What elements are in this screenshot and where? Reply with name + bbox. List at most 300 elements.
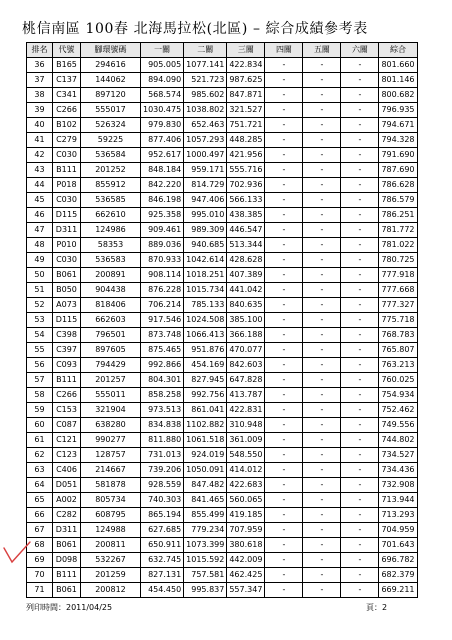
column-header: 四關 (265, 43, 303, 58)
table-cell: - (303, 178, 341, 193)
table-cell: 566.133 (227, 193, 265, 208)
table-cell: 647.828 (227, 373, 265, 388)
table-cell: - (303, 208, 341, 223)
table-cell: 54 (27, 328, 53, 343)
table-row (27, 298, 418, 313)
table-cell: 57 (27, 373, 53, 388)
table-cell: - (341, 58, 379, 73)
table-cell: 696.782 (379, 553, 417, 568)
table-cell: 947.406 (184, 193, 227, 208)
table-row (27, 568, 418, 583)
table-cell: 787.690 (379, 163, 417, 178)
table-cell: 827.131 (141, 568, 184, 583)
table-row (27, 523, 418, 538)
table-cell: B111 (53, 568, 81, 583)
table-cell: 214667 (81, 463, 141, 478)
table-cell: 796.935 (379, 103, 417, 118)
table-row (27, 508, 418, 523)
table-cell: 58353 (81, 238, 141, 253)
table-cell: - (341, 583, 379, 598)
table-cell: 801.660 (379, 58, 417, 73)
table-cell: 50 (27, 268, 53, 283)
table-row (27, 283, 418, 298)
table-cell: 66 (27, 508, 53, 523)
table-cell: 1030.475 (141, 103, 184, 118)
table-cell: 662603 (81, 313, 141, 328)
table-cell: - (265, 448, 303, 463)
table-cell: 144062 (81, 73, 141, 88)
table-cell: 45 (27, 193, 53, 208)
table-cell: 794.671 (379, 118, 417, 133)
table-cell: 56 (27, 358, 53, 373)
table-cell: 53 (27, 313, 53, 328)
table-cell: 752.462 (379, 403, 417, 418)
table-cell: 64 (27, 478, 53, 493)
table-cell: - (265, 283, 303, 298)
table-cell: 1066.413 (184, 328, 227, 343)
table-cell: 310.948 (227, 418, 265, 433)
table-cell: - (303, 403, 341, 418)
table-cell: D115 (53, 313, 81, 328)
table-cell: - (341, 178, 379, 193)
table-cell: - (341, 103, 379, 118)
table-cell: 201257 (81, 373, 141, 388)
table-cell: B111 (53, 163, 81, 178)
table-cell: - (341, 193, 379, 208)
table-cell: P010 (53, 238, 81, 253)
table-cell: - (303, 193, 341, 208)
table-row (27, 448, 418, 463)
table-cell: - (303, 343, 341, 358)
table-row (27, 208, 418, 223)
table-cell: - (265, 538, 303, 553)
table-cell: 58 (27, 388, 53, 403)
table-cell: - (265, 88, 303, 103)
table-cell: - (265, 298, 303, 313)
table-cell: 1061.518 (184, 433, 227, 448)
table-cell: 632.745 (141, 553, 184, 568)
table-cell: - (303, 508, 341, 523)
table-row (27, 433, 418, 448)
table-cell: - (303, 463, 341, 478)
table-cell: C398 (53, 328, 81, 343)
table-cell: 63 (27, 463, 53, 478)
table-cell: 781.022 (379, 238, 417, 253)
table-row (27, 58, 418, 73)
table-cell: - (303, 118, 341, 133)
table-cell: 897120 (81, 88, 141, 103)
table-cell: - (303, 88, 341, 103)
column-header: 五關 (303, 43, 341, 58)
table-row (27, 388, 418, 403)
table-cell: 987.625 (227, 73, 265, 88)
table-cell: 1015.734 (184, 283, 227, 298)
table-cell: - (265, 313, 303, 328)
table-cell: 555017 (81, 103, 141, 118)
table-cell: C153 (53, 403, 81, 418)
table-cell: - (341, 373, 379, 388)
table-cell: - (303, 553, 341, 568)
table-cell: - (341, 208, 379, 223)
table-cell: - (265, 253, 303, 268)
table-cell: 42 (27, 148, 53, 163)
table-cell: 67 (27, 523, 53, 538)
table-cell: 763.213 (379, 358, 417, 373)
table-cell: 707.959 (227, 523, 265, 538)
table-cell: 536583 (81, 253, 141, 268)
table-cell: 61 (27, 433, 53, 448)
table-cell: 366.188 (227, 328, 265, 343)
table-cell: - (303, 358, 341, 373)
table-cell: 731.013 (141, 448, 184, 463)
table-cell: - (341, 223, 379, 238)
table-row (27, 73, 418, 88)
table-cell: - (303, 73, 341, 88)
table-cell: 846.198 (141, 193, 184, 208)
column-header: 代號 (53, 43, 81, 58)
header-row (27, 43, 418, 58)
table-cell: 442.009 (227, 553, 265, 568)
table-row (27, 313, 418, 328)
table-cell: D311 (53, 523, 81, 538)
table-cell: 1000.497 (184, 148, 227, 163)
table-cell: B061 (53, 538, 81, 553)
table-cell: 638280 (81, 418, 141, 433)
table-cell: - (303, 283, 341, 298)
table-cell: - (303, 253, 341, 268)
table-cell: - (265, 463, 303, 478)
table-cell: - (341, 283, 379, 298)
table-cell: 448.285 (227, 133, 265, 148)
table-cell: - (265, 553, 303, 568)
table-cell: 560.065 (227, 493, 265, 508)
table-cell: 70 (27, 568, 53, 583)
table-row (27, 583, 418, 598)
table-cell: C341 (53, 88, 81, 103)
table-cell: 1077.141 (184, 58, 227, 73)
table-cell: 990277 (81, 433, 141, 448)
table-cell: 848.184 (141, 163, 184, 178)
table-cell: - (265, 403, 303, 418)
table-cell: 421.956 (227, 148, 265, 163)
column-header: 綜合 (379, 43, 417, 58)
table-cell: - (265, 343, 303, 358)
table-cell: 422.831 (227, 403, 265, 418)
table-cell: D098 (53, 553, 81, 568)
table-cell: 804.301 (141, 373, 184, 388)
table-cell: 855912 (81, 178, 141, 193)
table-cell: 796501 (81, 328, 141, 343)
table-cell: - (341, 238, 379, 253)
table-row (27, 343, 418, 358)
table-cell: C266 (53, 388, 81, 403)
table-cell: - (341, 313, 379, 328)
table-cell: 989.309 (184, 223, 227, 238)
table-cell: - (303, 478, 341, 493)
table-cell: C137 (53, 73, 81, 88)
table-cell: - (265, 103, 303, 118)
table-cell: C406 (53, 463, 81, 478)
table-cell: - (303, 238, 341, 253)
table-cell: 1042.614 (184, 253, 227, 268)
table-cell: - (265, 433, 303, 448)
checkmark-icon (2, 540, 32, 566)
table-cell: 889.036 (141, 238, 184, 253)
table-cell: 925.358 (141, 208, 184, 223)
table-cell: 47 (27, 223, 53, 238)
table-cell: - (341, 478, 379, 493)
table-cell: - (303, 103, 341, 118)
table-cell: - (303, 373, 341, 388)
table-cell: D051 (53, 478, 81, 493)
column-header: 腳環號碼 (81, 43, 141, 58)
table-cell: 744.802 (379, 433, 417, 448)
table-cell: - (265, 493, 303, 508)
table-cell: 928.559 (141, 478, 184, 493)
table-cell: 777.327 (379, 298, 417, 313)
table-cell: B102 (53, 118, 81, 133)
table-cell: C093 (53, 358, 81, 373)
table-cell: 841.465 (184, 493, 227, 508)
table-cell: 751.721 (227, 118, 265, 133)
table-cell: C030 (53, 193, 81, 208)
table-cell: 834.838 (141, 418, 184, 433)
table-cell: 805734 (81, 493, 141, 508)
table-cell: A002 (53, 493, 81, 508)
table-cell: 627.685 (141, 523, 184, 538)
table-cell: B061 (53, 268, 81, 283)
table-cell: C030 (53, 148, 81, 163)
table-cell: 780.725 (379, 253, 417, 268)
table-cell: 760.025 (379, 373, 417, 388)
table-row (27, 118, 418, 133)
table-row (27, 223, 418, 238)
table-cell: - (341, 343, 379, 358)
table-cell: D311 (53, 223, 81, 238)
table-cell: - (303, 268, 341, 283)
table-cell: - (265, 58, 303, 73)
table-cell: - (341, 148, 379, 163)
table-cell: 407.389 (227, 268, 265, 283)
table-cell: - (303, 388, 341, 403)
table-cell: 555011 (81, 388, 141, 403)
table-cell: 62 (27, 448, 53, 463)
table-cell: 46 (27, 208, 53, 223)
column-header: 排名 (27, 43, 53, 58)
table-cell: - (265, 508, 303, 523)
table-cell: - (341, 508, 379, 523)
table-cell: 513.344 (227, 238, 265, 253)
table-cell: 652.463 (184, 118, 227, 133)
table-cell: 662610 (81, 208, 141, 223)
table-cell: 200811 (81, 538, 141, 553)
table-cell: 706.214 (141, 298, 184, 313)
table-cell: 768.783 (379, 328, 417, 343)
table-cell: - (341, 163, 379, 178)
table-cell: 754.934 (379, 388, 417, 403)
table-row (27, 553, 418, 568)
table-cell: - (303, 148, 341, 163)
table-body (27, 58, 418, 598)
table-cell: - (265, 133, 303, 148)
table-cell: - (265, 373, 303, 388)
print-time: 列印時間：2011/04/25 (26, 603, 113, 612)
table-cell: A073 (53, 298, 81, 313)
table-cell: 794.328 (379, 133, 417, 148)
table-cell: 1102.882 (184, 418, 227, 433)
table-cell: 1038.802 (184, 103, 227, 118)
table-cell: 786.628 (379, 178, 417, 193)
table-cell: - (341, 463, 379, 478)
table-cell: 827.945 (184, 373, 227, 388)
table-cell: 870.933 (141, 253, 184, 268)
table-cell: 414.012 (227, 463, 265, 478)
table-row (27, 148, 418, 163)
table-cell: 858.258 (141, 388, 184, 403)
table-cell: - (341, 388, 379, 403)
table-cell: - (341, 523, 379, 538)
table-cell: - (303, 313, 341, 328)
table-cell: 201259 (81, 568, 141, 583)
table-cell: 49 (27, 253, 53, 268)
table-cell: 38 (27, 88, 53, 103)
table-cell: 842.603 (227, 358, 265, 373)
table-cell: 36 (27, 58, 53, 73)
table-cell: 704.959 (379, 523, 417, 538)
table-cell: - (303, 433, 341, 448)
table-cell: 419.185 (227, 508, 265, 523)
table-cell: 321904 (81, 403, 141, 418)
table-cell: 55 (27, 343, 53, 358)
table-row (27, 478, 418, 493)
table-cell: - (341, 568, 379, 583)
table-cell: - (303, 523, 341, 538)
table-cell: 422.834 (227, 58, 265, 73)
table-cell: 979.830 (141, 118, 184, 133)
table-cell: 909.461 (141, 223, 184, 238)
table-cell: 69 (27, 553, 53, 568)
table-row (27, 103, 418, 118)
table-cell: C397 (53, 343, 81, 358)
table-cell: - (265, 418, 303, 433)
table-cell: 59225 (81, 133, 141, 148)
table-cell: 701.643 (379, 538, 417, 553)
table-cell: - (341, 448, 379, 463)
table-cell: 959.171 (184, 163, 227, 178)
table-cell: 995.837 (184, 583, 227, 598)
table-cell: 669.211 (379, 583, 417, 598)
table-cell: 48 (27, 238, 53, 253)
table-cell: - (265, 73, 303, 88)
table-cell: - (265, 328, 303, 343)
results-table (26, 42, 418, 598)
table-cell: 952.617 (141, 148, 184, 163)
table-cell: - (265, 268, 303, 283)
table-cell: 908.114 (141, 268, 184, 283)
table-row (27, 403, 418, 418)
table-cell: 446.547 (227, 223, 265, 238)
table-cell: 1073.399 (184, 538, 227, 553)
table-cell: 873.748 (141, 328, 184, 343)
table-cell: - (341, 268, 379, 283)
table-cell: 917.546 (141, 313, 184, 328)
table-cell: 757.581 (184, 568, 227, 583)
table-cell: 800.682 (379, 88, 417, 103)
table-row (27, 268, 418, 283)
table-cell: 786.579 (379, 193, 417, 208)
table-cell: 992.756 (184, 388, 227, 403)
table-cell: 749.556 (379, 418, 417, 433)
table-cell: - (341, 358, 379, 373)
table-cell: 200812 (81, 583, 141, 598)
table-cell: - (303, 493, 341, 508)
table-cell: 39 (27, 103, 53, 118)
table-cell: - (265, 178, 303, 193)
table-cell: 68 (27, 538, 53, 553)
table-cell: 1050.091 (184, 463, 227, 478)
table-cell: - (265, 118, 303, 133)
table-cell: 847.871 (227, 88, 265, 103)
table-cell: C266 (53, 103, 81, 118)
table-cell: - (341, 118, 379, 133)
table-cell: 985.602 (184, 88, 227, 103)
table-row (27, 193, 418, 208)
table-cell: 41 (27, 133, 53, 148)
table-cell: 875.465 (141, 343, 184, 358)
table-row (27, 418, 418, 433)
table-cell: P018 (53, 178, 81, 193)
table-cell: - (303, 583, 341, 598)
table-cell: - (303, 223, 341, 238)
table-cell: 548.550 (227, 448, 265, 463)
table-cell: 894.090 (141, 73, 184, 88)
table-cell: 786.251 (379, 208, 417, 223)
column-header: 六關 (341, 43, 379, 58)
table-cell: - (265, 568, 303, 583)
table-cell: 814.729 (184, 178, 227, 193)
table-cell: - (265, 193, 303, 208)
table-cell: 462.425 (227, 568, 265, 583)
table-cell: 995.010 (184, 208, 227, 223)
table-cell: 897605 (81, 343, 141, 358)
table-cell: - (303, 328, 341, 343)
table-cell: 581878 (81, 478, 141, 493)
table-cell: 877.406 (141, 133, 184, 148)
table-cell: 740.303 (141, 493, 184, 508)
table-cell: C121 (53, 433, 81, 448)
table-cell: 294616 (81, 58, 141, 73)
table-cell: 52 (27, 298, 53, 313)
table-cell: 60 (27, 418, 53, 433)
table-cell: - (303, 298, 341, 313)
table-cell: - (265, 358, 303, 373)
table-row (27, 358, 418, 373)
table-cell: 321.527 (227, 103, 265, 118)
table-cell: 422.683 (227, 478, 265, 493)
table-cell: 608795 (81, 508, 141, 523)
table-cell: 785.133 (184, 298, 227, 313)
table-cell: 438.385 (227, 208, 265, 223)
table-cell: - (341, 328, 379, 343)
table-cell: 739.206 (141, 463, 184, 478)
table-cell: B165 (53, 58, 81, 73)
table-cell: - (265, 583, 303, 598)
table-cell: 200891 (81, 268, 141, 283)
table-cell: 1057.293 (184, 133, 227, 148)
table-cell: - (303, 538, 341, 553)
table-cell: 840.635 (227, 298, 265, 313)
table-cell: 713.293 (379, 508, 417, 523)
